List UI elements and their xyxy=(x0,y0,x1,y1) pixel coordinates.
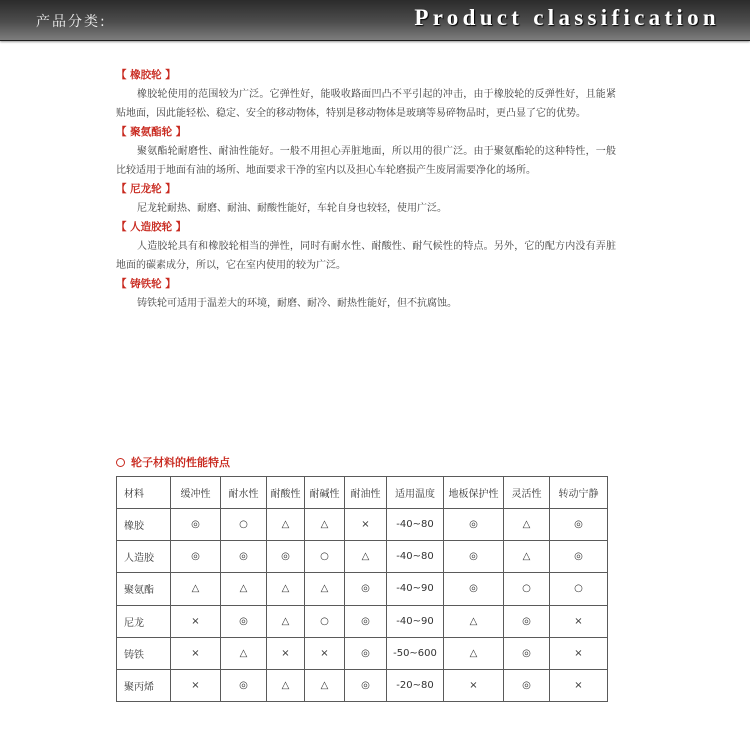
table-cell: ○ xyxy=(504,573,550,605)
page-header xyxy=(0,0,750,41)
table-cell: ◎ xyxy=(171,541,221,573)
table-cell: × xyxy=(550,637,608,669)
section-rubber xyxy=(116,66,616,123)
header-cell: 耐油性 xyxy=(345,477,387,509)
material-cell: 人造胶 xyxy=(117,541,171,573)
section-polyurethane xyxy=(116,123,616,180)
section-cast-iron xyxy=(116,275,616,313)
header-cell: 灵活性 xyxy=(504,477,550,509)
header-title-en: Product classification xyxy=(414,5,720,30)
table-cell: -50~600 xyxy=(387,637,444,669)
material-properties-table xyxy=(116,476,608,702)
table-cell: △ xyxy=(267,605,305,637)
table-title-text: 轮子材料的性能特点 xyxy=(131,456,230,469)
table-cell: × xyxy=(345,509,387,541)
table-title xyxy=(116,454,230,470)
table-cell: × xyxy=(171,605,221,637)
table-cell: -20~80 xyxy=(387,669,444,701)
material-cell: 尼龙 xyxy=(117,605,171,637)
table-cell: × xyxy=(171,637,221,669)
table-cell: ◎ xyxy=(171,509,221,541)
table-cell: ◎ xyxy=(504,605,550,637)
table-cell: △ xyxy=(345,541,387,573)
table-cell: △ xyxy=(444,605,504,637)
table-cell: ◎ xyxy=(221,541,267,573)
table-cell: ○ xyxy=(221,509,267,541)
section-body: 尼龙轮耐热、耐磨、耐油、耐酸性能好，车轮自身也较轻，使用广泛。 xyxy=(137,203,447,214)
table-cell: ◎ xyxy=(345,573,387,605)
table-cell: ◎ xyxy=(267,541,305,573)
table-cell: △ xyxy=(305,509,345,541)
table-cell: ◎ xyxy=(550,509,608,541)
table-cell: ◎ xyxy=(504,637,550,669)
table-cell: × xyxy=(550,605,608,637)
section-nylon xyxy=(116,180,616,218)
section-title: 【 橡胶轮 】 xyxy=(116,69,176,81)
table-row xyxy=(117,637,608,669)
table-cell: ◎ xyxy=(221,669,267,701)
table-cell: × xyxy=(444,669,504,701)
table-cell: ◎ xyxy=(345,637,387,669)
table-cell: △ xyxy=(267,573,305,605)
header-cell: 缓冲性 xyxy=(171,477,221,509)
table-cell: ◎ xyxy=(504,669,550,701)
section-title: 【 聚氨酯轮 】 xyxy=(116,126,187,138)
circle-bullet-icon xyxy=(116,458,125,467)
table-cell: △ xyxy=(504,541,550,573)
wheel-types-section xyxy=(116,66,616,313)
section-synthetic-rubber xyxy=(116,218,616,275)
header-cell: 地板保护性 xyxy=(444,477,504,509)
table-cell: △ xyxy=(305,573,345,605)
table-row xyxy=(117,669,608,701)
table-cell: ○ xyxy=(305,541,345,573)
section-body: 人造胶轮具有和橡胶轮相当的弹性，同时有耐水性、耐酸性、耐气候性的特点。另外，它的配方内没有弄脏地面的碳素成分，所以，它在室内使用的较为广泛。 xyxy=(116,241,616,271)
table-row xyxy=(117,605,608,637)
table-cell: △ xyxy=(504,509,550,541)
table-cell: -40~90 xyxy=(387,573,444,605)
header-cell: 耐碱性 xyxy=(305,477,345,509)
table-cell: △ xyxy=(267,509,305,541)
section-body: 聚氨酯轮耐磨性、耐油性能好。一般不用担心弄脏地面，所以用的很广泛。由于聚氨酯轮的这种特性，一般比较适用于地面有油的场所、地面要求干净的室内以及担心车轮磨损产生废屑需要净化的场所。 xyxy=(116,146,616,176)
table-header-row xyxy=(117,477,608,509)
material-cell: 铸铁 xyxy=(117,637,171,669)
table-cell: ◎ xyxy=(444,509,504,541)
section-title: 【 人造胶轮 】 xyxy=(116,221,187,233)
table-cell: -40~80 xyxy=(387,509,444,541)
table-cell: ◎ xyxy=(221,605,267,637)
header-cell: 材料 xyxy=(117,477,171,509)
table-cell: △ xyxy=(305,669,345,701)
table-cell: ○ xyxy=(550,573,608,605)
section-body: 橡胶轮使用的范围较为广泛。它弹性好，能吸收路面凹凸不平引起的冲击，由于橡胶轮的反弹性好，且能紧贴地面，因此能轻松、稳定、安全的移动物体，特别是移动物体是玻璃等易碎物品时，更凸显了它的优势。 xyxy=(116,89,616,119)
table-cell: △ xyxy=(221,637,267,669)
table-cell: ◎ xyxy=(345,669,387,701)
material-cell: 橡胶 xyxy=(117,509,171,541)
table-cell: -40~80 xyxy=(387,541,444,573)
table-row xyxy=(117,509,608,541)
table-cell: -40~90 xyxy=(387,605,444,637)
table-cell: × xyxy=(550,669,608,701)
material-cell: 聚氨酯 xyxy=(117,573,171,605)
section-title: 【 尼龙轮 】 xyxy=(116,183,176,195)
table-cell: ◎ xyxy=(444,541,504,573)
table-cell: △ xyxy=(221,573,267,605)
section-title: 【 铸铁轮 】 xyxy=(116,278,176,290)
table-cell: ○ xyxy=(305,605,345,637)
section-body: 铸铁轮可适用于温差大的环境，耐磨、耐冷、耐热性能好，但不抗腐蚀。 xyxy=(137,298,457,309)
header-cell: 转动宁静 xyxy=(550,477,608,509)
table-cell: × xyxy=(305,637,345,669)
table-cell: △ xyxy=(267,669,305,701)
table-cell: ◎ xyxy=(345,605,387,637)
table-cell: × xyxy=(171,669,221,701)
table-cell: × xyxy=(267,637,305,669)
table-cell: △ xyxy=(444,637,504,669)
header-cell: 耐水性 xyxy=(221,477,267,509)
header-title-cn: 产品分类: xyxy=(36,14,107,30)
header-cell: 适用温度 xyxy=(387,477,444,509)
table-cell: ◎ xyxy=(550,541,608,573)
table-row xyxy=(117,541,608,573)
material-cell: 聚丙烯 xyxy=(117,669,171,701)
header-cell: 耐酸性 xyxy=(267,477,305,509)
table-cell: ◎ xyxy=(444,573,504,605)
table-cell: △ xyxy=(171,573,221,605)
table-row xyxy=(117,573,608,605)
